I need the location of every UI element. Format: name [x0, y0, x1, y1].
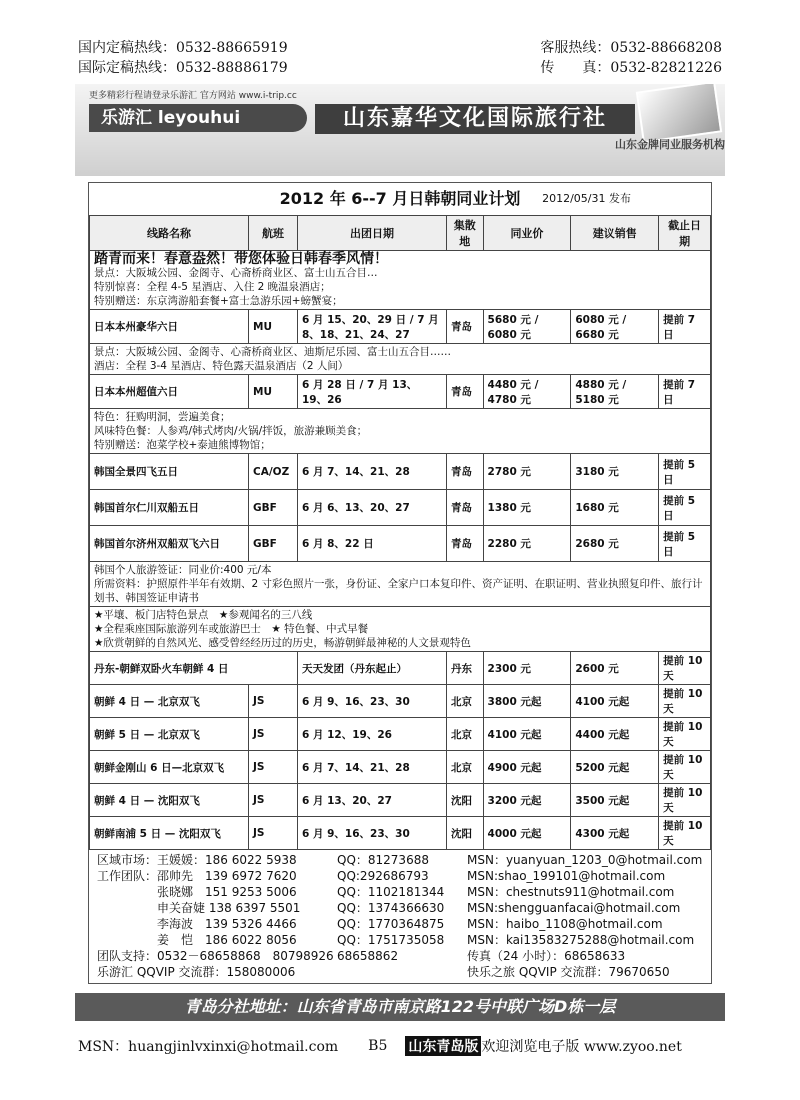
- korea-desc: [90, 409, 711, 454]
- peer-price: 2300 元: [483, 652, 571, 685]
- dates: 6 月 6、13、20、27: [298, 490, 447, 526]
- dates: 6 月 9、16、23、30: [298, 685, 447, 718]
- sale-price: 3180 元: [571, 454, 659, 490]
- dates: 6 月 7、14、21、28: [298, 454, 447, 490]
- city: 青岛: [447, 490, 484, 526]
- peer-price: 3800 元起: [483, 685, 571, 718]
- city: 沈阳: [447, 817, 484, 850]
- sale-price: 6080 元 / 6680 元: [571, 310, 659, 344]
- fax-line: 传 真：0532-82821226: [540, 60, 722, 76]
- contact-phone: 申关奋婕 138 6397 5501: [157, 901, 301, 915]
- flight: CA/OZ: [249, 454, 298, 490]
- route-name: 朝鲜 4 日 — 沈阳双飞: [90, 784, 249, 817]
- table-row: [90, 375, 711, 409]
- contact-row: [97, 884, 703, 900]
- contact-qq: QQ：1751735058: [337, 933, 445, 947]
- service-hotline: 客服热线：0532-88668208: [540, 40, 722, 56]
- edition-tag: 山东青岛版: [405, 1036, 481, 1056]
- flight: JS: [249, 817, 298, 850]
- route-name: 日本本州豪华六日: [90, 310, 249, 344]
- contact-msn: MSN：chestnuts911@hotmail.com: [467, 885, 675, 899]
- sale-price: 4100 元起: [571, 685, 659, 718]
- col-peer: 同业价: [483, 216, 571, 251]
- contact-label: 团队支持：: [97, 949, 158, 963]
- flight: MU: [249, 375, 298, 409]
- contact-msn: MSN：yuanyuan_1203_0@hotmail.com: [467, 853, 703, 867]
- contact-list: [89, 850, 711, 982]
- deadline: 提前 10 天: [659, 784, 711, 817]
- deadline: 提前 7 日: [659, 375, 711, 409]
- contact-label: [97, 916, 157, 932]
- table-row: [90, 310, 711, 344]
- deadline: 提前 10 天: [659, 652, 711, 685]
- contact-qq: QQ：1102181344: [337, 885, 445, 899]
- japan-desc-1: [90, 251, 711, 310]
- contact-msn: MSN：kai13583275288@hotmail.com: [467, 933, 695, 947]
- deadline: 提前 5 日: [659, 526, 711, 562]
- contact-qq: QQ：1374366630: [337, 901, 445, 915]
- dates: 6 月 8、22 日: [298, 526, 447, 562]
- deadline: 提前 10 天: [659, 685, 711, 718]
- col-route: 线路名称: [90, 216, 249, 251]
- contact-row: [97, 916, 703, 932]
- route-name: 朝鲜金刚山 6 日—北京双飞: [90, 751, 249, 784]
- desc-line: 特别惊喜：全程 4-5 星酒店、入住 2 晚温泉酒店；: [94, 281, 331, 293]
- contact-phone: 姜 恺 186 6022 8056: [157, 933, 297, 947]
- qq-group: 快乐之旅 QQVIP 交流群：79670650: [467, 965, 670, 979]
- table-row: [90, 817, 711, 850]
- city: 青岛: [447, 454, 484, 490]
- leyouhui-logo: 乐游汇 leyouhui: [89, 104, 307, 132]
- deadline: 提前 10 天: [659, 817, 711, 850]
- col-flight: 航班: [249, 216, 298, 251]
- qq-group: 乐游汇 QQVIP 交流群：158080006: [97, 965, 296, 979]
- contact-label: [97, 900, 157, 916]
- table-row: [90, 652, 711, 685]
- peer-price: 4480 元 / 4780 元: [483, 375, 571, 409]
- contact-phone: 0532－68658868 80798926: [157, 949, 334, 963]
- route-name: 朝鲜 4 日 — 北京双飞: [90, 685, 249, 718]
- bottom-msn: MSN：huangjinlvxinxi@hotmail.com: [78, 1039, 339, 1055]
- flight: JS: [249, 685, 298, 718]
- sale-price: 4400 元起: [571, 718, 659, 751]
- contact-label: [97, 932, 157, 948]
- route-name: 韩国首尔济州双船双飞六日: [90, 526, 249, 562]
- agency-name: 山东嘉华文化国际旅行社: [315, 104, 635, 134]
- contact-label: [97, 884, 157, 900]
- plan-table: [89, 215, 711, 850]
- branch-address: 青岛分社地址：山东省青岛市南京路122号中联广场D栋一层: [75, 993, 725, 1021]
- flight: JS: [249, 751, 298, 784]
- desc-line: 景点：大阪城公园、金阁寺、心斋桥商业区、迪斯尼乐园、富士山五合目……: [94, 346, 451, 358]
- contact-row: [97, 900, 703, 916]
- sale-price: 5200 元起: [571, 751, 659, 784]
- desc-line: ★全程乘座国际旅游列车或旅游巴士 ★ 特色餐、中式早餐: [94, 623, 369, 635]
- table-row: [90, 718, 711, 751]
- table-row: [90, 490, 711, 526]
- table-row: [90, 784, 711, 817]
- contact-qq: QQ:292686793: [337, 869, 429, 883]
- deadline: 提前 10 天: [659, 718, 711, 751]
- peer-price: 3200 元起: [483, 784, 571, 817]
- japan-desc-2: [90, 344, 711, 375]
- city: 北京: [447, 751, 484, 784]
- table-row: [90, 751, 711, 784]
- table-row: [90, 526, 711, 562]
- deadline: 提前 7 日: [659, 310, 711, 344]
- city: 北京: [447, 718, 484, 751]
- peer-price: 4100 元起: [483, 718, 571, 751]
- plan-card: [88, 182, 712, 984]
- contact-phone: 李海波 139 5326 4466: [157, 917, 297, 931]
- contact-phone: 张晓娜 151 9253 5006: [157, 885, 297, 899]
- peer-price: 5680 元 / 6080 元: [483, 310, 571, 344]
- intl-hotline: 国际定稿热线：0532-88886179: [78, 60, 288, 76]
- welcome-text: 欢迎浏览电子版 www.zyoo.net: [481, 1039, 682, 1055]
- city: 青岛: [447, 310, 484, 344]
- agency-banner: [75, 84, 725, 176]
- desc-line: 酒店：全程 3-4 星酒店、特色露天温泉酒店（2 人间）: [94, 360, 349, 372]
- desc-line: 所需资料：护照原件半年有效期、2 寸彩色照片一张，身份证、全家户口本复印件、资产证明、在职证明、营业执照复印件、旅行计划书、韩国签证申请书: [94, 578, 703, 604]
- dates: 天天发团（丹东起止）: [298, 652, 447, 685]
- japan-headline: 踏青而来！春意盎然！带您体验日韩春季风情！: [94, 251, 388, 267]
- dates: 6 月 28 日 / 7 月 13、19、26: [298, 375, 447, 409]
- peer-price: 4000 元起: [483, 817, 571, 850]
- desc-line: 特别赠送：泡菜学校+泰迪熊博物馆；: [94, 439, 271, 451]
- dates: 6 月 15、20、29 日 / 7 月 8、18、21、24、27: [298, 310, 447, 344]
- contact-fax: 传真（24 小时）：68658633: [467, 949, 626, 963]
- route-name: 朝鲜 5 日 — 北京双飞: [90, 718, 249, 751]
- contact-qq: QQ：81273688: [337, 853, 429, 867]
- nkorea-desc: [90, 607, 711, 652]
- city: 北京: [447, 685, 484, 718]
- dates: 6 月 13、20、27: [298, 784, 447, 817]
- bottom-bar: [78, 1036, 722, 1056]
- contact-row: [97, 868, 703, 884]
- hotlines: [78, 38, 722, 78]
- plan-title: 2012 年 6--7 月日韩朝同业计划: [279, 189, 521, 208]
- dates: 6 月 12、19、26: [298, 718, 447, 751]
- agency-subtitle: 山东金牌同业服务机构: [615, 138, 725, 151]
- desc-line: ★欣赏朝鲜的自然风光、感受曾经经历过的历史，畅游朝鲜最神秘的人文景观特色: [94, 637, 471, 649]
- table-row: [90, 454, 711, 490]
- desc-line: 特别赠送：东京湾游船套餐+富士急游乐园+螃蟹宴；: [94, 295, 343, 307]
- route-name: 韩国首尔仁川双船五日: [90, 490, 249, 526]
- contact-qq: 68658862: [337, 949, 399, 963]
- col-dates: 出团日期: [298, 216, 447, 251]
- peer-price: 1380 元: [483, 490, 571, 526]
- contact-row: [97, 964, 703, 980]
- sale-price: 2680 元: [571, 526, 659, 562]
- plan-date: 2012/05/31 发布: [542, 192, 631, 205]
- peer-price: 2280 元: [483, 526, 571, 562]
- dates: 6 月 7、14、21、28: [298, 751, 447, 784]
- city: 丹东: [447, 652, 484, 685]
- flight: GBF: [249, 490, 298, 526]
- route-name: 朝鲜南浦 5 日 — 沈阳双飞: [90, 817, 249, 850]
- desc-line: 韩国个人旅游签证：同业价:400 元/本: [94, 564, 272, 576]
- domestic-hotline: 国内定稿热线：0532-88665919: [78, 40, 288, 56]
- contact-label: 区域市场：: [97, 853, 158, 867]
- contact-msn: MSN:shengguanfacai@hotmail.com: [467, 901, 681, 915]
- desc-line: 景点：大阪城公园、金阁寺、心斋桥商业区、富士山五合目…: [94, 267, 378, 279]
- desc-line: 特色：狂购明洞，尝遍美食；: [94, 411, 231, 423]
- col-sale: 建议销售: [571, 216, 659, 251]
- col-city: 集散地: [447, 216, 484, 251]
- flight: GBF: [249, 526, 298, 562]
- sale-price: 1680 元: [571, 490, 659, 526]
- route-name: 日本本州超值六日: [90, 375, 249, 409]
- contact-phone: 王媛媛：186 6022 5938: [157, 853, 297, 867]
- flight: MU: [249, 310, 298, 344]
- route-name: 丹东-朝鲜双卧火车朝鲜 4 日: [90, 652, 298, 685]
- contact-label: 工作团队：: [97, 869, 158, 883]
- city: 青岛: [447, 526, 484, 562]
- table-row: [90, 685, 711, 718]
- flight: JS: [249, 718, 298, 751]
- col-deadline: 截止日期: [659, 216, 711, 251]
- contact-qq: QQ：1770364875: [337, 917, 445, 931]
- peer-price: 2780 元: [483, 454, 571, 490]
- deadline: 提前 5 日: [659, 490, 711, 526]
- dates: 6 月 9、16、23、30: [298, 817, 447, 850]
- contact-row: [97, 932, 703, 948]
- peer-price: 4900 元起: [483, 751, 571, 784]
- deadline: 提前 5 日: [659, 454, 711, 490]
- desc-line: ★平壤、板门店特色景点 ★参观闻名的三八线: [94, 609, 313, 621]
- deadline: 提前 10 天: [659, 751, 711, 784]
- visa-desc: [90, 562, 711, 607]
- plan-header: [89, 183, 711, 215]
- sale-price: 3500 元起: [571, 784, 659, 817]
- website-note: 更多精彩行程请登录乐游汇 官方网站 www.i-trip.cc: [89, 91, 297, 101]
- city: 沈阳: [447, 784, 484, 817]
- contact-phone: 邵帅先 139 6972 7620: [157, 869, 297, 883]
- sale-price: 2600 元: [571, 652, 659, 685]
- contact-row: [97, 948, 703, 964]
- contact-row: [97, 852, 703, 868]
- sale-price: 4300 元起: [571, 817, 659, 850]
- contact-msn: MSN:shao_199101@hotmail.com: [467, 869, 666, 883]
- page-number: B5: [368, 1038, 388, 1054]
- route-name: 韩国全景四飞五日: [90, 454, 249, 490]
- photo-decor: [636, 84, 722, 143]
- flight: JS: [249, 784, 298, 817]
- city: 青岛: [447, 375, 484, 409]
- header-row: [90, 216, 711, 251]
- sale-price: 4880 元 / 5180 元: [571, 375, 659, 409]
- contact-msn: MSN：haibo_1108@hotmail.com: [467, 917, 663, 931]
- desc-line: 风味特色餐：人参鸡/韩式烤肉/火锅/拌饭，旅游兼顾美食；: [94, 425, 368, 437]
